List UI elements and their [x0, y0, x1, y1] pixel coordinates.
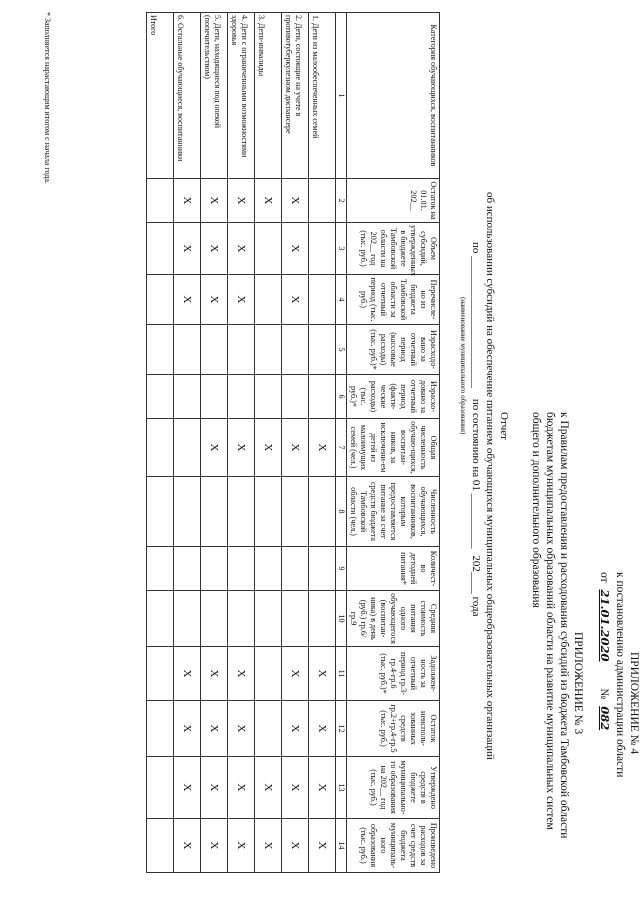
- category-cell: 4. Дети с ограниченными возможностями здоровья: [228, 13, 255, 179]
- table-cell: [255, 325, 282, 375]
- header-cell: Общая численность обучаю-щихся, воспитан-ников, за исключени-ем детей из малоимущих семей (чел.): [347, 419, 440, 477]
- column-number: 2: [336, 179, 347, 223]
- column-number: 5: [336, 325, 347, 375]
- column-number: 9: [336, 547, 347, 591]
- column-number: 11: [336, 647, 347, 701]
- table-cell: X: [201, 647, 228, 701]
- table-cell: [174, 419, 201, 477]
- table-cell: [174, 477, 201, 547]
- table-cell: X: [282, 819, 309, 873]
- table-cell: [174, 547, 201, 591]
- column-number: 4: [336, 275, 347, 325]
- table-cell: X: [282, 223, 309, 275]
- category-cell: Итого: [147, 13, 174, 179]
- table-cell: [201, 325, 228, 375]
- report-title: Отчет: [498, 412, 510, 440]
- table-cell: [309, 547, 336, 591]
- report-subtitle: об использовании субсидий на обеспечение питанием обучающихся муниципальных общеобразовательных организаций: [484, 192, 496, 760]
- column-number: 14: [336, 819, 347, 873]
- table-cell: X: [174, 223, 201, 275]
- table-cell: [309, 179, 336, 223]
- table-cell: X: [282, 419, 309, 477]
- table-cell: X: [201, 701, 228, 757]
- table-header-row: [347, 13, 440, 873]
- column-number: 6: [336, 375, 347, 419]
- category-cell: 3. Дети-инвалиды: [255, 13, 282, 179]
- municipality-caption: (наименование муниципального образования): [459, 297, 467, 435]
- table-cell: X: [228, 819, 255, 873]
- header-cell: Произведено расходов за счет средств бюджета муниципаль-ного образования (тыс. руб.): [347, 819, 440, 873]
- header-cell: Израсхо-довано за отчетный период (факти-ческие расходы) (тыс. руб.)*: [347, 375, 440, 419]
- table-cell: X: [309, 757, 336, 819]
- table-cell: [309, 223, 336, 275]
- header-cell: Задолжен-ность за отчетный период гр.3-гр.4-гр.6 (тыс. руб.)*: [347, 647, 440, 701]
- table-cell: [309, 275, 336, 325]
- header-cell: Остаток на 01.01. 202__: [347, 179, 440, 223]
- category-cell: 2. Дети, состоящие на учете в противотуберкулезном диспансере: [282, 13, 309, 179]
- appendix3-line3: общего и дополнительного образования: [530, 412, 542, 608]
- table-cell: [147, 701, 174, 757]
- table-cell: [147, 757, 174, 819]
- report-by-prefix: по: [470, 242, 482, 254]
- table-cell: X: [255, 757, 282, 819]
- table-cell: [228, 591, 255, 647]
- table-cell: [309, 591, 336, 647]
- table-cell: X: [282, 275, 309, 325]
- table-cell: [282, 325, 309, 375]
- table-cell: [255, 701, 282, 757]
- table-cell: [147, 179, 174, 223]
- appendix3-title: ПРИЛОЖЕНИЕ № 3: [572, 632, 584, 735]
- table-cell: [228, 375, 255, 419]
- table-cell: X: [282, 647, 309, 701]
- appendix4-number-prefix: №: [598, 688, 610, 700]
- footnote: * Заполняется нарастающим итогом с начала года.: [43, 12, 52, 184]
- table-row: [282, 13, 309, 873]
- rotated-sheet: [40, 12, 640, 892]
- header-cell: Категория обучающихся, воспитанников: [347, 13, 440, 179]
- report-state-prefix: по состоянию на 01: [470, 398, 482, 491]
- table-cell: X: [174, 819, 201, 873]
- appendix4-date-value: 21.01.2020: [598, 589, 612, 662]
- table-cell: X: [228, 223, 255, 275]
- table-cell: [147, 591, 174, 647]
- table-cell: [282, 375, 309, 419]
- column-number: 8: [336, 477, 347, 547]
- table-row: [201, 13, 228, 873]
- table-cell: X: [282, 701, 309, 757]
- table-cell: X: [255, 819, 282, 873]
- table-cell: [255, 275, 282, 325]
- table-cell: [147, 819, 174, 873]
- table-row: [174, 13, 201, 873]
- table-cell: [309, 477, 336, 547]
- table-cell: X: [201, 757, 228, 819]
- category-cell: 1. Дети из малообеспеченных семей: [309, 13, 336, 179]
- table-cell: X: [201, 419, 228, 477]
- table-cell: X: [174, 275, 201, 325]
- table-cell: [282, 591, 309, 647]
- table-cell: X: [201, 819, 228, 873]
- table-cell: [255, 477, 282, 547]
- table-cell: X: [282, 757, 309, 819]
- table-cell: X: [228, 701, 255, 757]
- table-cell: [147, 325, 174, 375]
- table-cell: [255, 375, 282, 419]
- table-cell: [228, 477, 255, 547]
- header-cell: Перечисле-но из бюджета Тамбовской области за отчетный период (тыс. руб.): [347, 275, 440, 325]
- report-by-blank: ________________________: [470, 256, 482, 389]
- table-cell: X: [228, 419, 255, 477]
- table-cell: X: [201, 223, 228, 275]
- table-cell: X: [309, 819, 336, 873]
- table-cell: [201, 591, 228, 647]
- column-number-row: [336, 13, 347, 873]
- appendix4-title: ПРИЛОЖЕНИЕ № 4: [628, 652, 640, 755]
- header-cell: Средняя стоимость питания одного обучающегося (воспитан-ника) в день (руб.) гр.6/гр.9: [347, 591, 440, 647]
- table-cell: X: [255, 179, 282, 223]
- table-row: [255, 13, 282, 873]
- table-cell: X: [309, 419, 336, 477]
- table-cell: [309, 325, 336, 375]
- column-number: 1: [336, 13, 347, 179]
- report-state-year: 202____ года: [470, 555, 482, 617]
- table-cell: [174, 375, 201, 419]
- table-cell: [147, 375, 174, 419]
- report-period-line: [470, 242, 482, 617]
- category-cell: 5. Дети, находящиеся под опекой (попечительством): [201, 13, 228, 179]
- column-number: 3: [336, 223, 347, 275]
- table-cell: X: [228, 179, 255, 223]
- table-cell: X: [174, 701, 201, 757]
- table-cell: [228, 325, 255, 375]
- header-cell: Количест-во детодней питания*: [347, 547, 440, 591]
- table-cell: [201, 477, 228, 547]
- appendix4-date-line: [598, 572, 612, 730]
- table-cell: [282, 477, 309, 547]
- table-cell: [282, 547, 309, 591]
- table-cell: [147, 275, 174, 325]
- table-cell: X: [201, 179, 228, 223]
- report-table: [146, 12, 440, 873]
- table-cell: X: [228, 757, 255, 819]
- header-cell: Остаток неисполь-зованных средств гр.2+гр.4-гр.5 (тыс. руб.): [347, 701, 440, 757]
- report-state-blank: __________: [470, 493, 482, 549]
- appendix4-date-prefix: от: [598, 572, 610, 583]
- column-number: 10: [336, 591, 347, 647]
- table-cell: X: [309, 647, 336, 701]
- table-cell: [201, 547, 228, 591]
- table-cell: [255, 547, 282, 591]
- table-cell: [147, 419, 174, 477]
- table-cell: [147, 477, 174, 547]
- header-cell: Численность обучающихся, воспитанников, которым предоставляется питание за счет средств бюджета Тамбовской области (чел.): [347, 477, 440, 547]
- table-cell: [174, 325, 201, 375]
- table-cell: X: [228, 647, 255, 701]
- table-cell: [201, 375, 228, 419]
- table-cell: [255, 223, 282, 275]
- appendix4-number-value: 082: [598, 706, 612, 731]
- table-cell: X: [255, 419, 282, 477]
- header-cell: Объем субсидий, утвержденных в бюджете Тамбовской области на 202__ год (тыс. руб.): [347, 223, 440, 275]
- appendix3-line2: бюджетам муниципальных образований области на развитие муниципальных систем: [544, 412, 556, 830]
- table-row: [228, 13, 255, 873]
- table-cell: X: [174, 179, 201, 223]
- header-cell: Израсходо-вано за отчетный период (кассовые расходы) (тыс. руб.)*: [347, 325, 440, 375]
- table-cell: X: [282, 179, 309, 223]
- table-cell: [147, 223, 174, 275]
- header-cell: Утверждено средств в бюджете муниципально-го образования на 202__ год (тыс. руб.): [347, 757, 440, 819]
- table-cell: [147, 647, 174, 701]
- table-cell: X: [309, 701, 336, 757]
- table-cell: [228, 547, 255, 591]
- category-cell: 6. Остальные обучающиеся, воспитанники: [174, 13, 201, 179]
- table-cell: X: [201, 275, 228, 325]
- column-number: 12: [336, 701, 347, 757]
- table-cell: X: [228, 275, 255, 325]
- column-number: 7: [336, 419, 347, 477]
- table-cell: [255, 591, 282, 647]
- table-cell: X: [174, 757, 201, 819]
- table-cell: [174, 591, 201, 647]
- column-number: 13: [336, 757, 347, 819]
- table-body: [147, 13, 336, 873]
- table-row: [309, 13, 336, 873]
- appendix3-line1: к Правилам предоставления и расходования субсидий из бюджета Тамбовской области: [558, 412, 570, 839]
- table-cell: [255, 647, 282, 701]
- table-cell: X: [174, 647, 201, 701]
- table-row: [147, 13, 174, 873]
- appendix4-subtitle: к постановлению администрации области: [614, 572, 626, 778]
- table-cell: [147, 547, 174, 591]
- table-cell: [309, 375, 336, 419]
